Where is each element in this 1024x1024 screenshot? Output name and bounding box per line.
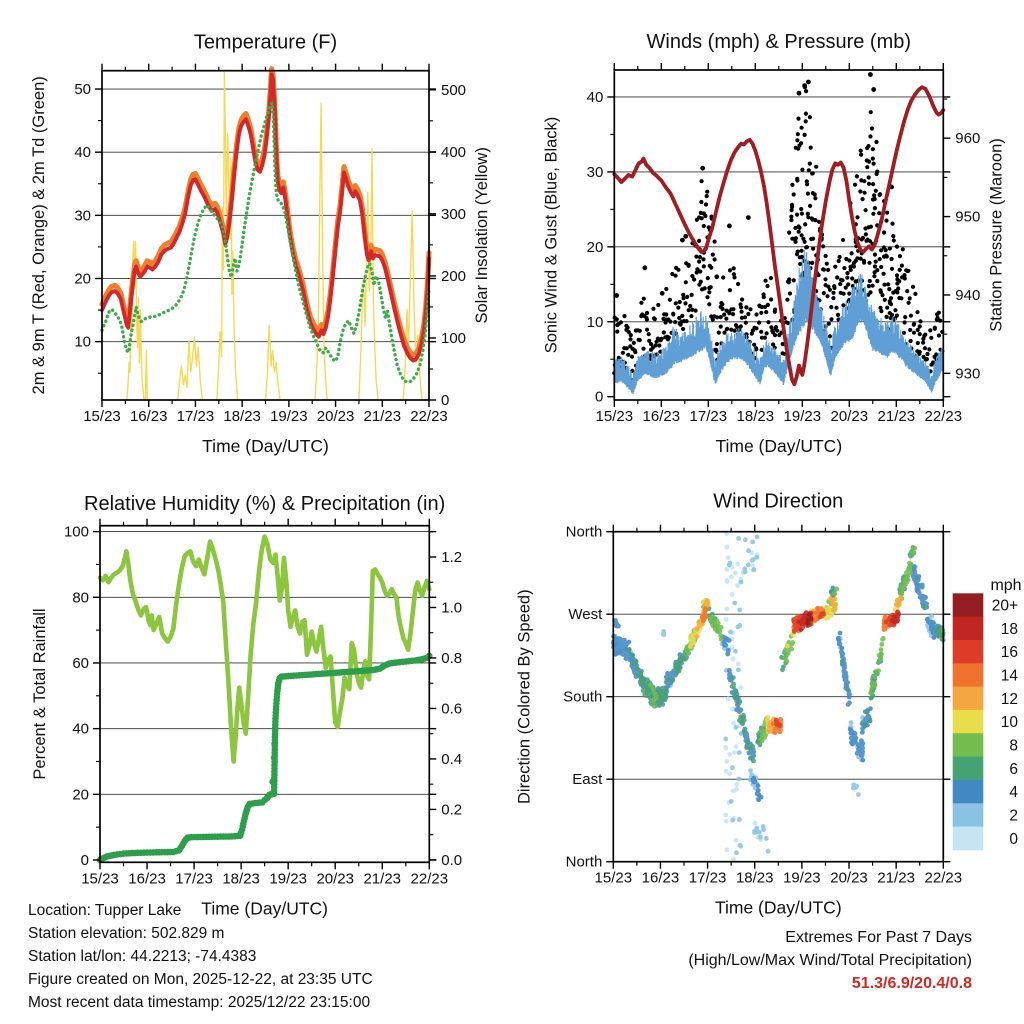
- wind_direction-panel: [515, 491, 1021, 918]
- temperature-title: Temperature (F): [193, 31, 338, 54]
- y2-tick-label: 0.8: [441, 649, 463, 667]
- y2-tick-label: 0.2: [441, 801, 463, 819]
- winds_pressure-y2label: Station Pressure (Maroon): [987, 138, 1006, 332]
- y2-tick-label: 0.6: [441, 700, 463, 718]
- x-tick-label: 16/23: [641, 869, 680, 887]
- y-tick-label: 0: [80, 852, 89, 870]
- colorbar-swatch: [953, 593, 984, 617]
- colorbar-tick: 16: [1000, 644, 1018, 662]
- colorbar-swatch: [953, 827, 984, 851]
- x-tick-label: 21/23: [363, 408, 402, 425]
- x-tick-label: 18/23: [223, 408, 261, 425]
- x-tick-label: 18/23: [735, 869, 774, 887]
- y-tick-label: South: [563, 688, 603, 706]
- colorbar-tick: 0: [1009, 830, 1018, 848]
- x-tick-label: 19/23: [783, 408, 822, 425]
- y-tick-label: 80: [72, 589, 89, 607]
- colorbar-swatch: [953, 687, 984, 711]
- rh_precip-panel: [31, 493, 462, 918]
- colorbar-tick: 2: [1009, 807, 1018, 825]
- y-tick-label: 30: [586, 163, 604, 181]
- rh_precip-xlabel: Time (Day/UTC): [201, 898, 329, 919]
- y-tick-label: North: [565, 523, 603, 541]
- speed-bin-4: [613, 567, 943, 800]
- winds_pressure-xlabel: Time (Day/UTC): [715, 436, 843, 456]
- x-tick-label: 17/23: [689, 408, 728, 425]
- wind_direction-xlabel: Time (Day/UTC): [714, 897, 842, 918]
- colorbar-swatch: [953, 663, 984, 687]
- colorbar-tick: 18: [1000, 620, 1018, 638]
- y-tick-label: 0: [594, 388, 604, 406]
- y-tick-label: 20: [72, 786, 89, 804]
- colorbar-swatch: [953, 780, 984, 804]
- winds_pressure-panel: [542, 31, 1005, 456]
- y-tick-label: 20: [74, 270, 91, 288]
- colorbar-tick: 14: [1000, 667, 1018, 685]
- extremes-subtitle: (High/Low/Max Wind/Total Precipitation): [688, 952, 972, 969]
- y2-tick-label: 500: [441, 81, 467, 99]
- x-tick-label: 22/23: [410, 408, 448, 425]
- station-latlon: Station lat/lon: 44.2213; -74.4383: [28, 948, 257, 965]
- rh_precip-title: Relative Humidity (%) & Precipitation (in): [84, 493, 446, 515]
- speed-colorbar: [953, 577, 1022, 850]
- total_rainfall-series: [100, 656, 429, 860]
- colorbar-tick: 4: [1009, 784, 1018, 802]
- rh_precip-ylabel: Percent & Total Rainfall: [31, 608, 49, 780]
- y2-tick-label: 0.4: [441, 750, 463, 768]
- y-tick-label: North: [565, 853, 603, 871]
- x-tick-label: 20/23: [830, 408, 869, 425]
- station-info: [28, 899, 373, 1014]
- y-tick-label: 60: [72, 654, 89, 672]
- colorbar-swatch: [953, 803, 984, 827]
- colorbar-tick: 10: [1000, 714, 1018, 732]
- temperature-ylabel: 2m & 9m T (Red, Orange) & 2m Td (Green): [30, 76, 48, 395]
- y-tick-label: West: [568, 606, 603, 624]
- x-tick-label: 16/23: [128, 870, 166, 888]
- y-tick-label: 40: [74, 144, 91, 162]
- x-tick-label: 17/23: [688, 869, 727, 887]
- y2-tick-label: 400: [441, 143, 467, 161]
- colorbar-label: mph: [990, 577, 1022, 594]
- colorbar-tick: 20+: [991, 597, 1018, 615]
- y2-tick-label: 940: [955, 286, 981, 304]
- x-tick-label: 22/23: [924, 408, 963, 425]
- x-tick-label: 16/23: [642, 408, 681, 425]
- y2-tick-label: 1.2: [441, 548, 463, 566]
- colorbar-swatch: [953, 710, 984, 734]
- relative_humidity-series: [100, 537, 429, 762]
- station-elevation: Station elevation: 502.829 m: [28, 925, 225, 942]
- x-tick-label: 18/23: [736, 408, 775, 425]
- y-tick-label: 100: [63, 523, 89, 541]
- colorbar-tick: 8: [1009, 737, 1018, 755]
- colorbar-tick: 12: [1000, 690, 1018, 708]
- x-tick-label: 21/23: [877, 408, 916, 425]
- y-tick-label: 40: [72, 720, 89, 738]
- wind_direction-ylabel: Direction (Colored By Speed): [515, 589, 534, 805]
- temperature-xlabel: Time (Day/UTC): [202, 436, 329, 456]
- x-tick-label: 20/23: [830, 869, 868, 887]
- wind_direction-title: Wind Direction: [713, 490, 844, 513]
- x-tick-label: 15/23: [594, 869, 633, 887]
- colorbar-tick: 6: [1009, 760, 1018, 778]
- x-tick-label: 20/23: [316, 408, 355, 425]
- y2-tick-label: 950: [955, 208, 981, 226]
- colorbar-swatch: [953, 640, 984, 664]
- x-tick-label: 19/23: [269, 870, 307, 888]
- x-tick-label: 17/23: [175, 870, 213, 888]
- temperature-panel: [30, 32, 491, 456]
- y-tick-label: 10: [586, 313, 604, 331]
- y2-tick-label: 300: [441, 205, 467, 223]
- extremes-summary: [688, 926, 972, 995]
- x-tick-label: 19/23: [783, 869, 821, 887]
- winds_pressure-ylabel: Sonic Wind & Gust (Blue, Black): [542, 116, 561, 354]
- y2-tick-label: 0: [441, 392, 450, 409]
- y-tick-label: East: [572, 771, 603, 789]
- y-tick-label: 40: [586, 88, 604, 106]
- y-tick-label: 30: [74, 207, 91, 225]
- y2-tick-label: 100: [441, 329, 467, 347]
- y2-tick-label: 200: [441, 267, 467, 285]
- y-tick-label: 20: [586, 238, 604, 256]
- station-location: Location: Tupper Lake: [28, 902, 182, 919]
- y-tick-label: 50: [74, 81, 91, 99]
- figure-created: Figure created on Mon, 2025-12-22, at 23:35 UTC: [28, 971, 373, 988]
- x-tick-label: 15/23: [595, 408, 634, 425]
- x-tick-label: 18/23: [222, 870, 260, 888]
- x-tick-label: 17/23: [176, 408, 215, 425]
- colorbar-swatch: [953, 733, 984, 757]
- x-tick-label: 20/23: [316, 870, 354, 888]
- temperature-y2label: Solar Insolation (Yellow): [473, 147, 491, 324]
- x-tick-label: 19/23: [270, 408, 308, 425]
- x-tick-label: 21/23: [363, 870, 402, 888]
- 9m_temperature-series: [102, 69, 429, 355]
- x-tick-label: 15/23: [81, 870, 119, 888]
- x-tick-label: 22/23: [924, 869, 963, 887]
- extremes-values: 51.3/6.9/20.4/0.8: [851, 975, 972, 992]
- colorbar-swatch: [953, 617, 984, 641]
- x-tick-label: 15/23: [83, 408, 121, 425]
- x-tick-label: 21/23: [877, 869, 915, 887]
- y-tick-label: 10: [74, 333, 91, 351]
- winds_pressure-title: Winds (mph) & Pressure (mb): [646, 31, 912, 53]
- x-tick-label: 22/23: [410, 870, 449, 888]
- x-tick-label: 16/23: [129, 408, 168, 425]
- data-timestamp: Most recent data timestamp: 2025/12/22 23:15:00: [28, 994, 371, 1011]
- extremes-title: Extremes For Past 7 Days: [785, 929, 972, 946]
- y2-tick-label: 0.0: [441, 851, 463, 869]
- y2-tick-label: 930: [955, 365, 981, 383]
- y2-tick-label: 1.0: [441, 599, 463, 617]
- y2-tick-label: 960: [955, 130, 981, 148]
- colorbar-swatch: [953, 757, 984, 781]
